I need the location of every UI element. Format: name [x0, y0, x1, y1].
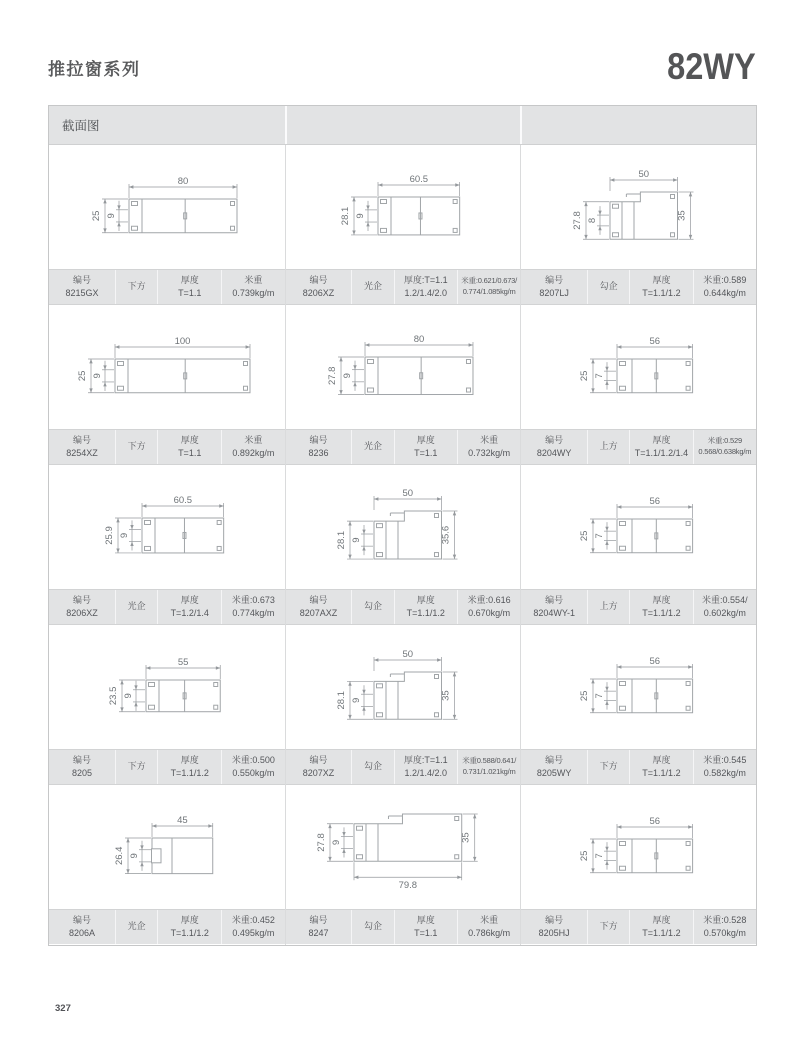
code-label: 编号 — [309, 594, 328, 605]
code-label: 编号 — [545, 914, 564, 925]
profile-section-svg — [102, 653, 232, 722]
profile-code — [521, 270, 587, 304]
page-number: 327 — [55, 1003, 71, 1014]
profile-section-svg — [71, 332, 262, 403]
thickness-label: 厚度 — [652, 914, 671, 925]
section-table — [48, 105, 757, 946]
weight-label: 米重:0.529 — [707, 436, 742, 446]
dim-label: 28.1 — [336, 531, 348, 550]
profile-drawing — [521, 785, 756, 909]
profile-thickness — [629, 430, 692, 464]
weight-value: 0.892kg/m — [232, 448, 275, 458]
dim-label: 26.4 — [114, 846, 126, 865]
weight-value: 0.602kg/m — [703, 608, 746, 618]
weight-value: 0.570kg/m — [703, 928, 746, 938]
weight-label: 米重 — [480, 914, 499, 925]
profile-info-row — [286, 909, 521, 944]
thickness-value: T=1.1 — [178, 288, 202, 298]
profile-section-svg — [310, 804, 496, 889]
profile-thickness — [394, 590, 457, 624]
weight-value: 0.582kg/m — [703, 768, 746, 778]
dim-label: 50 — [402, 648, 414, 660]
code-value: 8207AXZ — [299, 608, 338, 618]
profile-code — [521, 910, 587, 944]
dim-label: 25 — [578, 370, 590, 381]
profile-weight — [693, 270, 756, 304]
dim-label: 60.5 — [409, 173, 429, 185]
profile-cell-8204WY-1 — [520, 465, 756, 625]
code-value: 8206XZ — [66, 608, 98, 618]
profile-drawing — [286, 305, 521, 429]
position-value: 光企 — [363, 441, 382, 452]
position-value: 下方 — [599, 761, 618, 772]
profile-weight — [221, 430, 285, 464]
profile-cell-8236 — [285, 305, 521, 465]
code-value: 8206A — [68, 928, 95, 938]
profile-drawing — [49, 305, 285, 429]
profile-drawing — [521, 305, 756, 429]
dim-label: 100 — [174, 335, 191, 347]
profile-info-row — [521, 909, 756, 944]
page-header — [48, 40, 756, 87]
code-label: 编号 — [72, 754, 91, 765]
code-label: 编号 — [309, 914, 328, 925]
profile-cell-8206A — [49, 785, 285, 945]
profile-drawing — [286, 465, 521, 589]
code-value: 8206XZ — [302, 288, 335, 298]
profile-weight — [457, 750, 520, 784]
profile-code — [521, 590, 587, 624]
profile-drawing — [286, 145, 521, 269]
thickness-label: 厚度 — [652, 434, 671, 445]
profile-section-svg — [108, 811, 225, 884]
profile-drawing — [286, 625, 521, 749]
dim-label: 50 — [638, 168, 649, 180]
dim-label: 25 — [77, 370, 89, 381]
dim-label: 56 — [649, 495, 660, 507]
position-value: 勾企 — [363, 761, 382, 772]
code-value: 8207XZ — [302, 768, 335, 778]
profile-position — [587, 750, 629, 784]
profile-position — [587, 590, 629, 624]
code-value: 8215GX — [65, 288, 99, 298]
dim-label: 25 — [90, 210, 102, 221]
profile-position — [115, 910, 157, 944]
profile-code — [286, 750, 352, 784]
profile-thickness — [629, 590, 692, 624]
thickness-label: 厚度 — [180, 594, 199, 605]
profile-section-svg — [85, 172, 249, 243]
dim-label: 50 — [402, 488, 414, 500]
profile-info-row — [521, 749, 756, 785]
dim-label: 60.5 — [173, 495, 193, 507]
model-code: 82WY — [667, 45, 756, 87]
position-value: 光企 — [127, 601, 146, 612]
profile-cell-8207LJ — [520, 145, 756, 305]
dim-label: 27.8 — [316, 833, 328, 853]
position-value: 下方 — [127, 441, 146, 452]
profile-position — [587, 430, 629, 464]
profile-code — [286, 590, 352, 624]
weight-label: 米重:0.528 — [703, 914, 747, 925]
dim-label: 9 — [351, 537, 363, 544]
profile-info-row — [49, 909, 285, 944]
code-label: 编号 — [545, 434, 564, 445]
profile-info-row — [286, 429, 521, 465]
profile-drawing — [49, 625, 285, 749]
dim-label: 9 — [105, 212, 117, 219]
position-value: 下方 — [599, 921, 618, 932]
thickness-label: 厚度 — [416, 914, 435, 925]
thickness-value: T=1.1/1.2/1.4 — [634, 448, 689, 458]
profile-position — [587, 910, 629, 944]
profile-info-row — [521, 269, 756, 305]
dim-label: 80 — [177, 175, 189, 187]
profile-thickness — [394, 270, 457, 304]
profile-section-svg — [573, 332, 705, 403]
profile-thickness — [157, 750, 221, 784]
code-value: 8254XZ — [66, 448, 98, 458]
profile-weight — [693, 750, 756, 784]
series-title: 推拉窗系列 — [48, 60, 141, 79]
dim-label: 23.5 — [107, 686, 119, 705]
profile-cell-8206XZ — [285, 145, 521, 305]
profile-info-row — [521, 429, 756, 465]
section-header-cell — [520, 106, 756, 144]
profile-drawing — [49, 785, 285, 909]
thickness-value: T=1.1/1.2 — [406, 608, 445, 618]
profile-weight — [693, 910, 756, 944]
position-value: 勾企 — [363, 921, 382, 932]
weight-value: 0.774/1.085kg/m — [462, 287, 516, 296]
thickness-value: T=1.1/1.2 — [642, 928, 681, 938]
profile-thickness — [394, 910, 457, 944]
profile-cell-8207XZ — [285, 625, 521, 785]
thickness-value: 1.2/1.4/2.0 — [404, 768, 448, 778]
profile-weight — [457, 430, 520, 464]
thickness-value: T=1.1/1.2 — [642, 768, 681, 778]
thickness-value: T=1.1 — [414, 928, 438, 938]
code-value: 8207LJ — [539, 288, 569, 298]
code-value: 8204WY — [536, 448, 572, 458]
thickness-label: 厚度 — [652, 754, 671, 765]
dim-label: 27.8 — [326, 366, 338, 385]
section-header-label: 截面图 — [62, 119, 100, 133]
profile-cell-8206XZ — [49, 465, 285, 625]
section-header-cell — [285, 106, 521, 144]
profile-section-svg — [330, 484, 476, 569]
dim-label: 25 — [578, 530, 590, 541]
profile-weight — [221, 910, 285, 944]
thickness-value: T=1.2/1.4 — [170, 608, 209, 618]
code-value: 8205HJ — [538, 928, 570, 938]
profile-thickness — [394, 430, 457, 464]
dim-label: 8 — [586, 217, 598, 224]
profile-thickness — [629, 270, 692, 304]
profile-position — [351, 430, 393, 464]
dim-label: 35 — [440, 690, 452, 701]
dim-label: 7 — [593, 852, 605, 859]
profile-section-svg — [573, 652, 705, 723]
profile-cell-8205HJ — [520, 785, 756, 945]
dim-label: 25.9 — [103, 526, 115, 545]
weight-value: 0.732kg/m — [468, 448, 511, 458]
dim-label: 80 — [413, 333, 425, 345]
position-value: 下方 — [127, 761, 146, 772]
dim-label: 28.1 — [336, 690, 348, 710]
profile-position — [115, 750, 157, 784]
weight-label: 米重 — [244, 274, 263, 285]
weight-label: 米重:0.616 — [467, 594, 511, 605]
profile-section-svg — [330, 645, 476, 729]
dim-label: 7 — [593, 692, 605, 699]
position-value: 勾企 — [599, 281, 618, 292]
weight-value: 0.550kg/m — [232, 768, 275, 778]
thickness-label: 厚度 — [416, 434, 435, 445]
position-value: 上方 — [599, 441, 618, 452]
weight-label: 米重:0.554/ — [702, 594, 748, 605]
profile-cell-8215GX — [49, 145, 285, 305]
code-label: 编号 — [72, 274, 91, 285]
weight-label: 米重:0.545 — [703, 754, 747, 765]
profile-weight — [221, 590, 285, 624]
code-label: 编号 — [309, 274, 328, 285]
profile-thickness — [394, 750, 457, 784]
dim-label: 27.8 — [571, 211, 583, 230]
thickness-label: 厚度 — [180, 754, 199, 765]
thickness-label: 厚度 — [180, 434, 199, 445]
profile-weight — [457, 590, 520, 624]
profile-grid — [49, 145, 756, 945]
profile-drawing — [521, 465, 756, 589]
thickness-value: 1.2/1.4/2.0 — [404, 288, 448, 298]
profile-section-svg — [98, 491, 236, 563]
profile-cell-8247 — [285, 785, 521, 945]
dim-label: 55 — [177, 656, 189, 668]
weight-label: 米重:0.452 — [231, 914, 275, 925]
thickness-label: 厚度 — [180, 914, 199, 925]
weight-value: 0.644kg/m — [703, 288, 746, 298]
profile-drawing — [286, 785, 521, 909]
profile-code — [286, 910, 352, 944]
code-label: 编号 — [545, 274, 564, 285]
thickness-label: 厚度 — [180, 274, 199, 285]
profile-code — [286, 430, 352, 464]
profile-weight — [221, 270, 285, 304]
section-header-row — [49, 106, 756, 145]
profile-position — [587, 270, 629, 304]
dim-label: 9 — [122, 692, 134, 699]
dim-label: 56 — [649, 815, 660, 827]
profile-position — [115, 590, 157, 624]
profile-section-svg — [566, 165, 712, 249]
profile-drawing — [521, 625, 756, 749]
dim-label: 35 — [460, 832, 472, 844]
dim-label: 7 — [593, 532, 605, 539]
weight-label: 米重 — [244, 434, 263, 445]
profile-thickness — [157, 270, 221, 304]
dim-label: 79.8 — [398, 880, 418, 890]
weight-label: 米重:0.673 — [231, 594, 275, 605]
dim-label: 25 — [578, 690, 590, 701]
profile-code — [49, 590, 115, 624]
profile-section-svg — [573, 812, 705, 883]
weight-label: 米重 — [480, 434, 499, 445]
code-label: 编号 — [545, 754, 564, 765]
profile-section-svg — [573, 492, 705, 563]
profile-weight — [693, 590, 756, 624]
profile-info-row — [286, 589, 521, 625]
profile-position — [115, 430, 157, 464]
code-label: 编号 — [309, 754, 328, 765]
position-value: 下方 — [127, 281, 146, 292]
profile-info-row — [286, 269, 521, 305]
weight-value: 0.739kg/m — [232, 288, 275, 298]
profile-cell-8205 — [49, 625, 285, 785]
profile-code — [49, 430, 115, 464]
profile-cell-8204WY — [520, 305, 756, 465]
profile-thickness — [157, 590, 221, 624]
dim-label: 56 — [649, 335, 660, 347]
profile-thickness — [629, 750, 692, 784]
profile-drawing — [49, 145, 285, 269]
position-value: 光企 — [363, 281, 382, 292]
dim-label: 35 — [676, 210, 688, 221]
code-label: 编号 — [309, 434, 328, 445]
thickness-value: T=1.1 — [414, 448, 438, 458]
position-value: 上方 — [599, 601, 618, 612]
weight-value: 0.568/0.638kg/m — [698, 447, 752, 456]
profile-info-row — [286, 749, 521, 785]
code-value: 8205 — [71, 768, 92, 778]
dim-label: 28.1 — [340, 206, 352, 225]
profile-cell-8207AXZ — [285, 465, 521, 625]
profile-thickness — [157, 430, 221, 464]
thickness-value: T=1.1/1.2 — [642, 608, 681, 618]
profile-info-row — [49, 429, 285, 465]
profile-position — [351, 910, 393, 944]
profile-code — [286, 270, 352, 304]
code-label: 编号 — [72, 434, 91, 445]
profile-thickness — [157, 910, 221, 944]
weight-value: 0.670kg/m — [468, 608, 511, 618]
code-label: 编号 — [72, 594, 91, 605]
profile-weight — [457, 910, 520, 944]
profile-section-svg — [334, 170, 472, 245]
profile-position — [115, 270, 157, 304]
profile-info-row — [49, 589, 285, 625]
weight-label: 米重:0.589 — [703, 274, 747, 285]
profile-code — [521, 430, 587, 464]
thickness-label: 厚度 — [652, 274, 671, 285]
code-value: 8236 — [308, 448, 329, 458]
thickness-value: T=1.1/1.2 — [170, 768, 209, 778]
profile-info-row — [49, 749, 285, 785]
code-label: 编号 — [545, 594, 564, 605]
profile-position — [351, 270, 393, 304]
dim-label: 9 — [129, 852, 141, 859]
profile-weight — [457, 270, 520, 304]
dim-label: 25 — [578, 850, 590, 861]
weight-label: 米重:0.621/0.673/ — [461, 276, 518, 286]
dim-label: 9 — [92, 372, 104, 379]
dim-label: 9 — [341, 372, 353, 379]
weight-value: 0.495kg/m — [232, 928, 275, 938]
profile-weight — [693, 430, 756, 464]
weight-value: 0.774kg/m — [232, 608, 275, 618]
weight-value: 0.786kg/m — [468, 928, 511, 938]
profile-thickness — [629, 910, 692, 944]
dim-label: 9 — [331, 840, 343, 846]
profile-position — [351, 590, 393, 624]
profile-code — [521, 750, 587, 784]
weight-label: 米重:0.500 — [231, 754, 275, 765]
thickness-label: 厚度:T=1.1 — [403, 274, 448, 285]
profile-code — [49, 270, 115, 304]
profile-drawing — [521, 145, 756, 269]
profile-code — [49, 750, 115, 784]
code-label: 编号 — [72, 914, 91, 925]
profile-weight — [221, 750, 285, 784]
profile-info-row — [521, 589, 756, 625]
thickness-value: T=1.1 — [178, 448, 202, 458]
position-value: 光企 — [127, 921, 146, 932]
thickness-label: 厚度 — [652, 594, 671, 605]
profile-drawing — [49, 465, 285, 589]
profile-position — [351, 750, 393, 784]
weight-value: 0.731/1.021kg/m — [462, 767, 516, 776]
code-value: 8205WY — [536, 768, 572, 778]
profile-info-row — [49, 269, 285, 305]
dim-label: 56 — [649, 655, 660, 667]
thickness-value: T=1.1/1.2 — [642, 288, 681, 298]
thickness-value: T=1.1/1.2 — [170, 928, 209, 938]
dim-label: 9 — [351, 697, 363, 703]
dim-label: 45 — [177, 814, 189, 826]
profile-section-svg — [321, 330, 485, 405]
profile-cell-8205WY — [520, 625, 756, 785]
profile-cell-8254XZ — [49, 305, 285, 465]
code-value: 8247 — [308, 928, 329, 938]
code-value: 8204WY-1 — [533, 608, 576, 618]
dim-label: 7 — [593, 372, 605, 379]
dim-label: 35.6 — [440, 526, 452, 545]
profile-code — [49, 910, 115, 944]
position-value: 勾企 — [363, 601, 382, 612]
thickness-label: 厚度 — [416, 594, 435, 605]
dim-label: 9 — [355, 212, 367, 219]
dim-label: 9 — [118, 532, 130, 539]
thickness-label: 厚度:T=1.1 — [403, 754, 448, 765]
weight-label: 米重0.588/0.641/ — [462, 756, 517, 766]
